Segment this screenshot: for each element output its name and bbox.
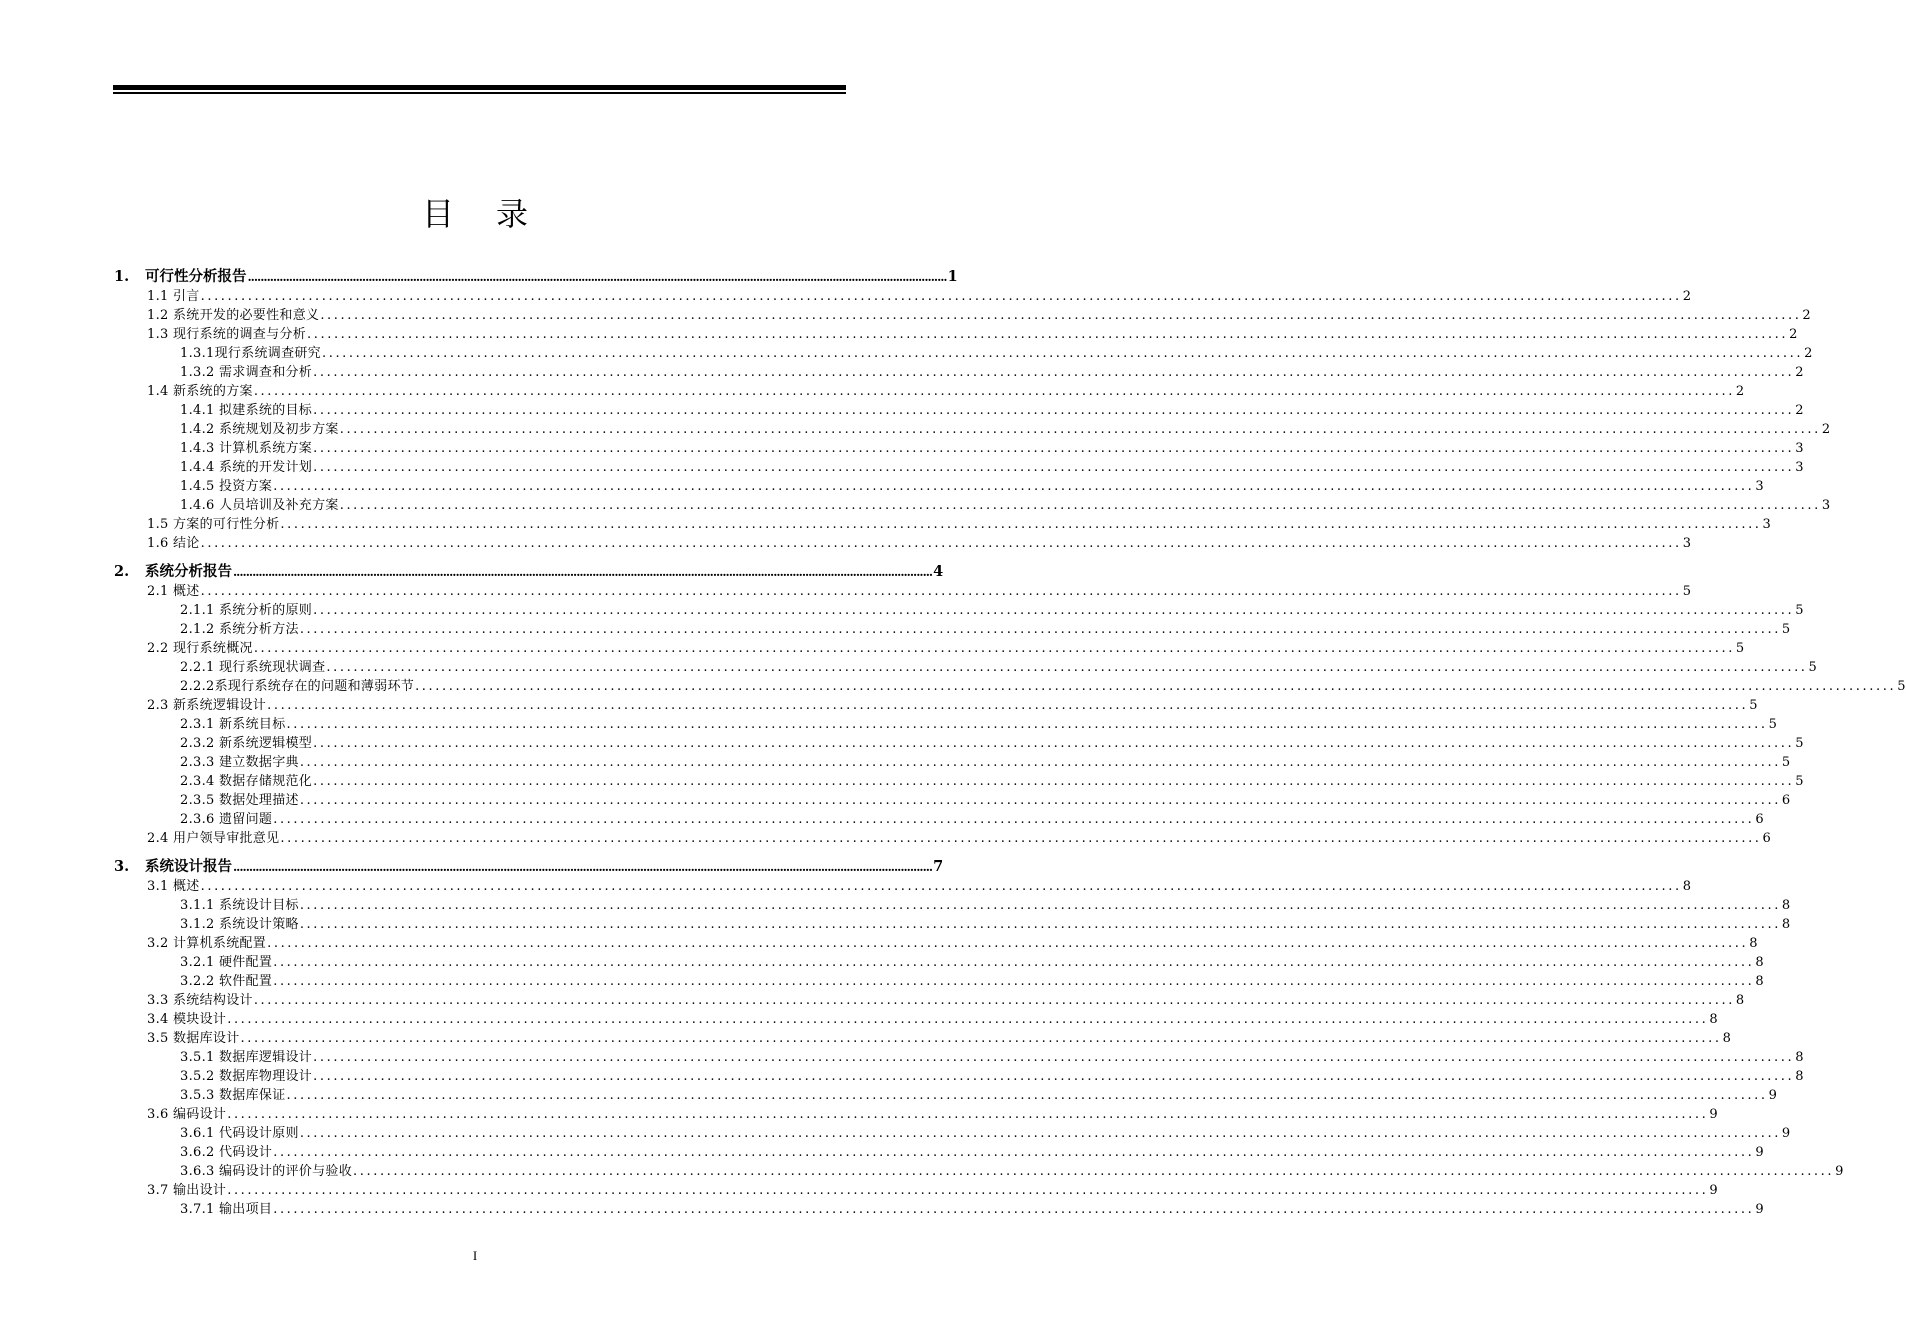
toc-entry-title: 3.3 系统结构设计 — [147, 993, 253, 1008]
toc-entry-title: 2.2.2系现行系统存在的问题和薄弱环节 — [180, 679, 415, 694]
toc-page-number: 5 — [1735, 641, 1745, 656]
table-of-contents — [113, 264, 1906, 1219]
toc-leader-dots: ............................................................................................................................................................................................................................ — [321, 346, 1804, 361]
toc-page-number: 9 — [1755, 1145, 1764, 1160]
toc-page-number: 5 — [1808, 660, 1818, 675]
toc-entry-title: 2.3.1 新系统目标 — [180, 717, 286, 732]
toc-leader-dots: ............................................................................................................................................................................................................................ — [280, 517, 1762, 532]
toc-page-number: 8 — [1755, 974, 1764, 989]
toc-leader-dots: ............................................................................................................................................................................................................................ — [280, 831, 1762, 846]
toc-page-number: 8 — [1781, 898, 1791, 913]
header-rule-thin — [113, 92, 846, 94]
toc-page-number: 5 — [1795, 736, 1804, 751]
toc-page-number: 3 — [1795, 460, 1804, 475]
toc-entry-title: 3.5.3 数据库保证 — [180, 1088, 286, 1103]
toc-page-number: 4 — [933, 563, 944, 580]
toc-leader-dots: ............................................................................................................................................................................................................................ — [313, 365, 1795, 380]
toc-entry-title: 3.2.1 硬件配置 — [180, 955, 273, 970]
toc-page-number: 5 — [1795, 603, 1804, 618]
toc-leader-dots: ............................................................................................................................................................................................................................ — [247, 270, 947, 284]
toc-page-number: 5 — [1682, 584, 1692, 599]
toc-entry-title — [113, 267, 247, 287]
page-title — [0, 191, 950, 237]
toc-entry-title: 2.3.3 建立数据字典 — [180, 755, 299, 770]
toc-leader-dots: ............................................................................................................................................................................................................................ — [313, 603, 1795, 618]
toc-entry-title: 2.3.2 新系统逻辑模型 — [180, 736, 313, 751]
toc-entry-level-3[interactable] — [113, 791, 1791, 810]
toc-entry-title: 2.1.2 系统分析方法 — [180, 622, 299, 637]
toc-entry-title: 3.7.1 输出项目 — [180, 1202, 273, 1217]
toc-page-number: 8 — [1682, 879, 1692, 894]
toc-leader-dots: ............................................................................................................................................................................................................................ — [286, 717, 1768, 732]
toc-leader-dots: ............................................................................................................................................................................................................................ — [313, 460, 1795, 475]
toc-entry-title: 2.1 概述 — [147, 584, 200, 599]
toc-page-number: 2 — [1802, 308, 1811, 323]
toc-entry-title: 1.4.3 计算机系统方案 — [180, 441, 313, 456]
toc-page-number: 8 — [1795, 1069, 1804, 1084]
toc-leader-dots: ............................................................................................................................................................................................................................ — [299, 755, 1781, 770]
toc-entry-level-2[interactable] — [113, 639, 1745, 658]
toc-page-number: 3 — [1762, 517, 1772, 532]
toc-page-number: 2 — [1795, 403, 1804, 418]
toc-leader-dots: ............................................................................................................................................................................................................................ — [227, 1012, 1709, 1027]
toc-leader-dots: ............................................................................................................................................................................................................................ — [353, 1164, 1835, 1179]
toc-page-number: 5 — [1897, 679, 1906, 694]
toc-entry-title: 1.3.2 需求调查和分析 — [180, 365, 313, 380]
toc-leader-dots: ............................................................................................................................................................................................................................ — [253, 384, 1735, 399]
toc-entry-level-3[interactable] — [113, 677, 1906, 696]
toc-entry-level-2[interactable] — [113, 934, 1758, 953]
toc-entry-level-3[interactable] — [113, 458, 1804, 477]
toc-leader-dots: ............................................................................................................................................................................................................................ — [286, 1088, 1768, 1103]
toc-leader-dots: ............................................................................................................................................................................................................................ — [273, 955, 1755, 970]
toc-page-number: 8 — [1755, 955, 1764, 970]
toc-entry-level-3[interactable] — [113, 496, 1831, 515]
toc-entry-title: 3.6.3 编码设计的评价与验收 — [180, 1164, 353, 1179]
toc-entry-title: 3.2.2 软件配置 — [180, 974, 273, 989]
toc-page-number: 2 — [1735, 384, 1745, 399]
toc-leader-dots: ............................................................................................................................................................................................................................ — [273, 974, 1755, 989]
toc-leader-dots: ............................................................................................................................................................................................................................ — [240, 1031, 1722, 1046]
toc-leader-dots: ............................................................................................................................................................................................................................ — [200, 536, 1682, 551]
toc-entry-title: 3.6 编码设计 — [147, 1107, 227, 1122]
toc-page-number: 6 — [1762, 831, 1772, 846]
toc-entry-level-3[interactable] — [113, 772, 1804, 791]
toc-entry-title: 1.1 引言 — [147, 289, 200, 304]
toc-page-number: 3 — [1682, 536, 1692, 551]
page-number: I — [472, 1248, 478, 1263]
toc-leader-dots: ............................................................................................................................................................................................................................ — [273, 1145, 1755, 1160]
title-char-1: 目 — [421, 195, 496, 234]
toc-entry-level-3[interactable] — [113, 896, 1791, 915]
toc-entry-title — [113, 562, 232, 582]
toc-page-number: 2 — [1804, 346, 1813, 361]
toc-page-number: 5 — [1749, 698, 1758, 713]
toc-entry-title — [113, 857, 232, 877]
toc-entry-title: 1.3 现行系统的调查与分析 — [147, 327, 307, 342]
toc-page-number: 5 — [1781, 622, 1791, 637]
toc-entry-level-3[interactable] — [113, 1067, 1804, 1086]
toc-entry-level-3[interactable] — [113, 915, 1791, 934]
toc-entry-level-3[interactable] — [113, 401, 1804, 420]
toc-leader-dots: ............................................................................................................................................................................................................................ — [299, 1126, 1781, 1141]
toc-entry-title: 3.1.2 系统设计策略 — [180, 917, 299, 932]
toc-entry-level-2[interactable] — [113, 1181, 1718, 1200]
toc-entry-level-2[interactable] — [113, 696, 1758, 715]
toc-entry-level-3[interactable] — [113, 715, 1778, 734]
toc-entry-title: 2.3 新系统逻辑设计 — [147, 698, 267, 713]
toc-leader-dots: ............................................................................................................................................................................................................................ — [200, 879, 1682, 894]
toc-entry-level-3[interactable] — [113, 753, 1791, 772]
toc-leader-dots: ............................................................................................................................................................................................................................ — [273, 1202, 1755, 1217]
toc-page-number: 9 — [1835, 1164, 1844, 1179]
toc-page-number: 9 — [1781, 1126, 1791, 1141]
toc-leader-dots: ............................................................................................................................................................................................................................ — [313, 403, 1795, 418]
toc-entry-level-3[interactable] — [113, 1086, 1778, 1105]
toc-entry-level-2[interactable] — [113, 1010, 1718, 1029]
toc-leader-dots: ............................................................................................................................................................................................................................ — [299, 622, 1781, 637]
toc-entry-title: 1.4.4 系统的开发计划 — [180, 460, 313, 475]
toc-entry-title: 2.3.4 数据存储规范化 — [180, 774, 313, 789]
toc-entry-title: 3.5.2 数据库物理设计 — [180, 1069, 313, 1084]
toc-entry-number: 3. — [114, 858, 130, 875]
toc-leader-dots: ............................................................................................................................................................................................................................ — [253, 641, 1735, 656]
toc-entry-title: 1.4.2 系统规划及初步方案 — [180, 422, 339, 437]
toc-page-number: 9 — [1768, 1088, 1778, 1103]
toc-entry-level-3[interactable] — [113, 1124, 1791, 1143]
toc-entry-text: 可行性分析报告 — [145, 268, 247, 285]
toc-leader-dots: ............................................................................................................................................................................................................................ — [415, 679, 1897, 694]
toc-page-number: 9 — [1709, 1107, 1718, 1122]
toc-page-number: 5 — [1768, 717, 1778, 732]
toc-entry-level-1[interactable] — [113, 267, 958, 287]
toc-entry-level-2[interactable] — [113, 382, 1745, 401]
toc-page-number: 2 — [1682, 289, 1692, 304]
toc-page-number: 5 — [1781, 755, 1791, 770]
toc-leader-dots: ............................................................................................................................................................................................................................ — [313, 441, 1795, 456]
toc-entry-title: 1.4.6 人员培训及补充方案 — [180, 498, 339, 513]
toc-entry-level-2[interactable] — [113, 287, 1692, 306]
toc-leader-dots: ............................................................................................................................................................................................................................ — [313, 774, 1795, 789]
toc-entry-title: 2.3.6 遗留问题 — [180, 812, 273, 827]
toc-entry-level-3[interactable] — [113, 344, 1813, 363]
toc-entry-title: 2.1.1 系统分析的原则 — [180, 603, 313, 618]
toc-entry-title: 1.6 结论 — [147, 536, 200, 551]
toc-leader-dots: ............................................................................................................................................................................................................................ — [313, 1069, 1795, 1084]
toc-entry-title: 3.6.1 代码设计原则 — [180, 1126, 299, 1141]
toc-page-number: 2 — [1821, 422, 1831, 437]
toc-entry-level-2[interactable] — [113, 991, 1745, 1010]
toc-entry-level-2[interactable] — [113, 306, 1811, 325]
toc-page-number: 6 — [1755, 812, 1764, 827]
toc-leader-dots: ............................................................................................................................................................................................................................ — [307, 327, 1789, 342]
toc-entry-level-2[interactable] — [113, 877, 1692, 896]
toc-entry-level-2[interactable] — [113, 582, 1692, 601]
toc-leader-dots: ............................................................................................................................................................................................................................ — [253, 993, 1735, 1008]
toc-entry-title: 1.4 新系统的方案 — [147, 384, 253, 399]
toc-page-number: 8 — [1749, 936, 1758, 951]
toc-page-number: 8 — [1795, 1050, 1804, 1065]
toc-leader-dots: ............................................................................................................................................................................................................................ — [227, 1183, 1709, 1198]
toc-leader-dots: ............................................................................................................................................................................................................................ — [326, 660, 1808, 675]
toc-entry-title: 3.4 模块设计 — [147, 1012, 227, 1027]
toc-leader-dots: ............................................................................................................................................................................................................................ — [299, 898, 1781, 913]
toc-entry-title: 1.4.1 拟建系统的目标 — [180, 403, 313, 418]
toc-entry-title: 3.5 数据库设计 — [147, 1031, 240, 1046]
toc-entry-level-2[interactable] — [113, 1105, 1718, 1124]
toc-page-number: 6 — [1781, 793, 1791, 808]
toc-entry-title: 2.2.1 现行系统现状调查 — [180, 660, 326, 675]
toc-entry-number: 2. — [114, 563, 130, 580]
toc-entry-title: 2.2 现行系统概况 — [147, 641, 253, 656]
toc-page-number: 3 — [1821, 498, 1831, 513]
toc-page-number: 3 — [1795, 441, 1804, 456]
toc-leader-dots: ............................................................................................................................................................................................................................ — [200, 584, 1682, 599]
toc-entry-text: 系统设计报告 — [145, 858, 232, 875]
toc-leader-dots: ............................................................................................................................................................................................................................ — [299, 793, 1781, 808]
header-rule-thick — [113, 85, 846, 90]
toc-entry-level-2[interactable] — [113, 515, 1772, 534]
toc-leader-dots: ............................................................................................................................................................................................................................ — [339, 498, 1821, 513]
toc-page-number: 5 — [1795, 774, 1804, 789]
toc-leader-dots: ............................................................................................................................................................................................................................ — [267, 698, 1749, 713]
toc-leader-dots: ............................................................................................................................................................................................................................ — [233, 860, 933, 874]
title-char-2: 录 — [496, 195, 571, 234]
toc-entry-number: 1. — [114, 268, 130, 285]
toc-page-number: 8 — [1781, 917, 1791, 932]
toc-entry-level-2[interactable] — [113, 829, 1772, 848]
toc-entry-level-3[interactable] — [113, 1048, 1804, 1067]
toc-entry-level-1[interactable] — [113, 857, 944, 877]
toc-page-number: 1 — [947, 268, 958, 285]
toc-page-number: 2 — [1789, 327, 1798, 342]
toc-entry-title: 1.2 系统开发的必要性和意义 — [147, 308, 320, 323]
toc-entry-title: 2.4 用户领导审批意见 — [147, 831, 280, 846]
toc-entry-title: 3.1.1 系统设计目标 — [180, 898, 299, 913]
toc-section-gap — [113, 553, 846, 559]
toc-entry-level-3[interactable] — [113, 1143, 1764, 1162]
toc-leader-dots: ............................................................................................................................................................................................................................ — [313, 1050, 1795, 1065]
toc-leader-dots: ............................................................................................................................................................................................................................ — [227, 1107, 1709, 1122]
toc-entry-title: 3.6.2 代码设计 — [180, 1145, 273, 1160]
toc-page-number: 9 — [1709, 1183, 1718, 1198]
toc-leader-dots: ............................................................................................................................................................................................................................ — [299, 917, 1781, 932]
toc-entry-level-3[interactable] — [113, 734, 1804, 753]
toc-entry-level-3[interactable] — [113, 477, 1764, 496]
toc-leader-dots: ............................................................................................................................................................................................................................ — [273, 479, 1755, 494]
toc-entry-level-1[interactable] — [113, 562, 944, 582]
toc-page-number: 8 — [1735, 993, 1745, 1008]
toc-leader-dots: ............................................................................................................................................................................................................................ — [273, 812, 1755, 827]
toc-leader-dots: ............................................................................................................................................................................................................................ — [200, 289, 1682, 304]
toc-leader-dots: ............................................................................................................................................................................................................................ — [267, 936, 1749, 951]
toc-entry-title: 1.3.1现行系统调查研究 — [180, 346, 321, 361]
toc-entry-level-3[interactable] — [113, 601, 1804, 620]
toc-page-number: 7 — [933, 858, 944, 875]
toc-entry-title: 1.4.5 投资方案 — [180, 479, 273, 494]
toc-entry-level-3[interactable] — [113, 658, 1818, 677]
toc-entry-title: 3.7 输出设计 — [147, 1183, 227, 1198]
toc-entry-level-3[interactable] — [113, 1200, 1764, 1219]
toc-page-number: 8 — [1722, 1031, 1732, 1046]
toc-leader-dots: ............................................................................................................................................................................................................................ — [320, 308, 1802, 323]
toc-page-number: 3 — [1755, 479, 1764, 494]
toc-page-number: 2 — [1795, 365, 1804, 380]
toc-leader-dots: ............................................................................................................................................................................................................................ — [233, 565, 933, 579]
toc-entry-level-3[interactable] — [113, 953, 1764, 972]
toc-entry-level-2[interactable] — [113, 1029, 1732, 1048]
toc-entry-level-3[interactable] — [113, 363, 1804, 382]
toc-entry-level-2[interactable] — [113, 325, 1798, 344]
toc-leader-dots: ............................................................................................................................................................................................................................ — [339, 422, 1821, 437]
toc-entry-title: 3.5.1 数据库逻辑设计 — [180, 1050, 313, 1065]
toc-section-gap — [113, 848, 846, 854]
toc-entry-level-3[interactable] — [113, 810, 1764, 829]
toc-entry-title: 3.1 概述 — [147, 879, 200, 894]
toc-entry-title: 3.2 计算机系统配置 — [147, 936, 267, 951]
toc-entry-level-3[interactable] — [113, 439, 1804, 458]
toc-entry-title: 1.5 方案的可行性分析 — [147, 517, 280, 532]
toc-entry-level-3[interactable] — [113, 972, 1764, 991]
toc-page-number: 9 — [1755, 1202, 1764, 1217]
toc-entry-level-2[interactable] — [113, 534, 1692, 553]
toc-page-number: 8 — [1709, 1012, 1718, 1027]
toc-entry-level-3[interactable] — [113, 620, 1791, 639]
toc-entry-text: 系统分析报告 — [145, 563, 232, 580]
toc-entry-level-3[interactable] — [113, 420, 1831, 439]
toc-entry-level-3[interactable] — [113, 1162, 1844, 1181]
toc-entry-title: 2.3.5 数据处理描述 — [180, 793, 299, 808]
toc-leader-dots: ............................................................................................................................................................................................................................ — [313, 736, 1795, 751]
